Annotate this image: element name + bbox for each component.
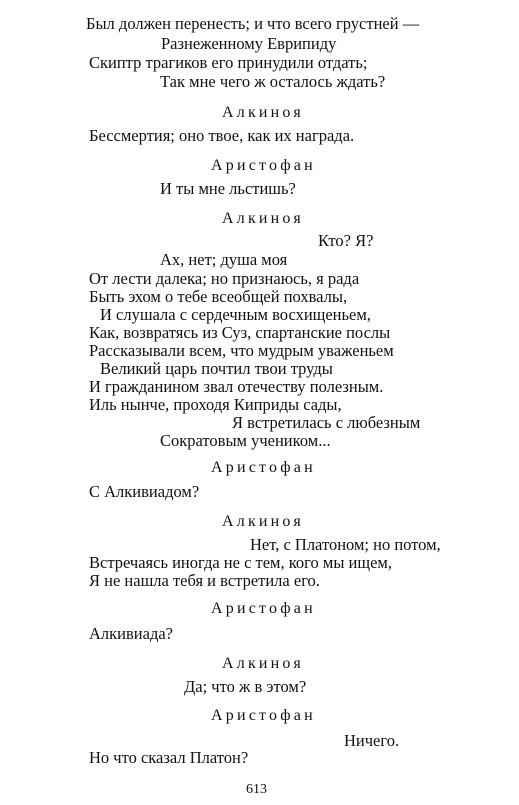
verse-line-5: Бессмертия; оно твое, как их награда. [89,126,355,145]
verse-line-6: И ты мне льстишь? [160,179,296,198]
speaker-alkinoya: Алкиноя [222,104,304,121]
verse-line-9: От лести далека; но признаюсь, я рада [89,269,360,288]
verse-line-8: Ах, нет; душа моя [160,250,288,269]
speaker-aristofan: Аристофан [211,600,316,617]
speaker-aristofan: Аристофан [211,459,316,476]
verse-line-11: И слушала с сердечным восхищеньем, [100,305,371,324]
verse-line-3: Скиптр трагиков его принудили отдать; [89,53,368,72]
speaker-aristofan: Аристофан [211,157,316,174]
verse-line-26: Но что сказал Платон? [89,748,249,767]
verse-line-25: Ничего. [344,731,400,750]
verse-line-23: Алкивиада? [89,624,173,643]
verse-line-13: Рассказывали всем, что мудрым уваженьем [89,341,394,360]
verse-line-20: Нет, с Платоном; но потом, [250,535,441,554]
verse-line-12: Как, возвратясь из Суз, спартанские послы [89,323,391,342]
speaker-alkinoya: Алкиноя [222,210,304,227]
page-number: 613 [246,782,267,797]
verse-line-16: Иль нынче, проходя Киприды сады, [89,395,342,414]
verse-line-14: Великий царь почтил твои труды [100,359,333,378]
speaker-alkinoya: Алкиноя [222,513,304,530]
verse-line-19: С Алкивиадом? [89,482,200,501]
verse-line-22: Я не нашла тебя и встретила его. [89,571,320,590]
verse-line-10: Быть эхом о тебе всеобщей похвалы, [89,287,348,306]
verse-line-15: И гражданином звал отечеству полезным. [89,377,384,396]
verse-line-7: Кто? Я? [318,231,374,250]
speaker-aristofan: Аристофан [211,707,316,724]
verse-line-17: Я встретилась с любезным [232,413,421,432]
verse-line-2: Разнеженному Еврипиду [161,34,337,53]
verse-line-21: Встречаясь иногда не с тем, кого мы ищем, [89,553,392,572]
verse-line-24: Да; что ж в этом? [184,677,307,696]
speaker-alkinoya: Алкиноя [222,655,304,672]
verse-line-18: Сократовым учеником... [160,431,331,450]
verse-line-1: Был должен перенесть; и что всего грустней — [86,14,420,33]
verse-line-4: Так мне чего ж осталось ждать? [160,72,386,91]
